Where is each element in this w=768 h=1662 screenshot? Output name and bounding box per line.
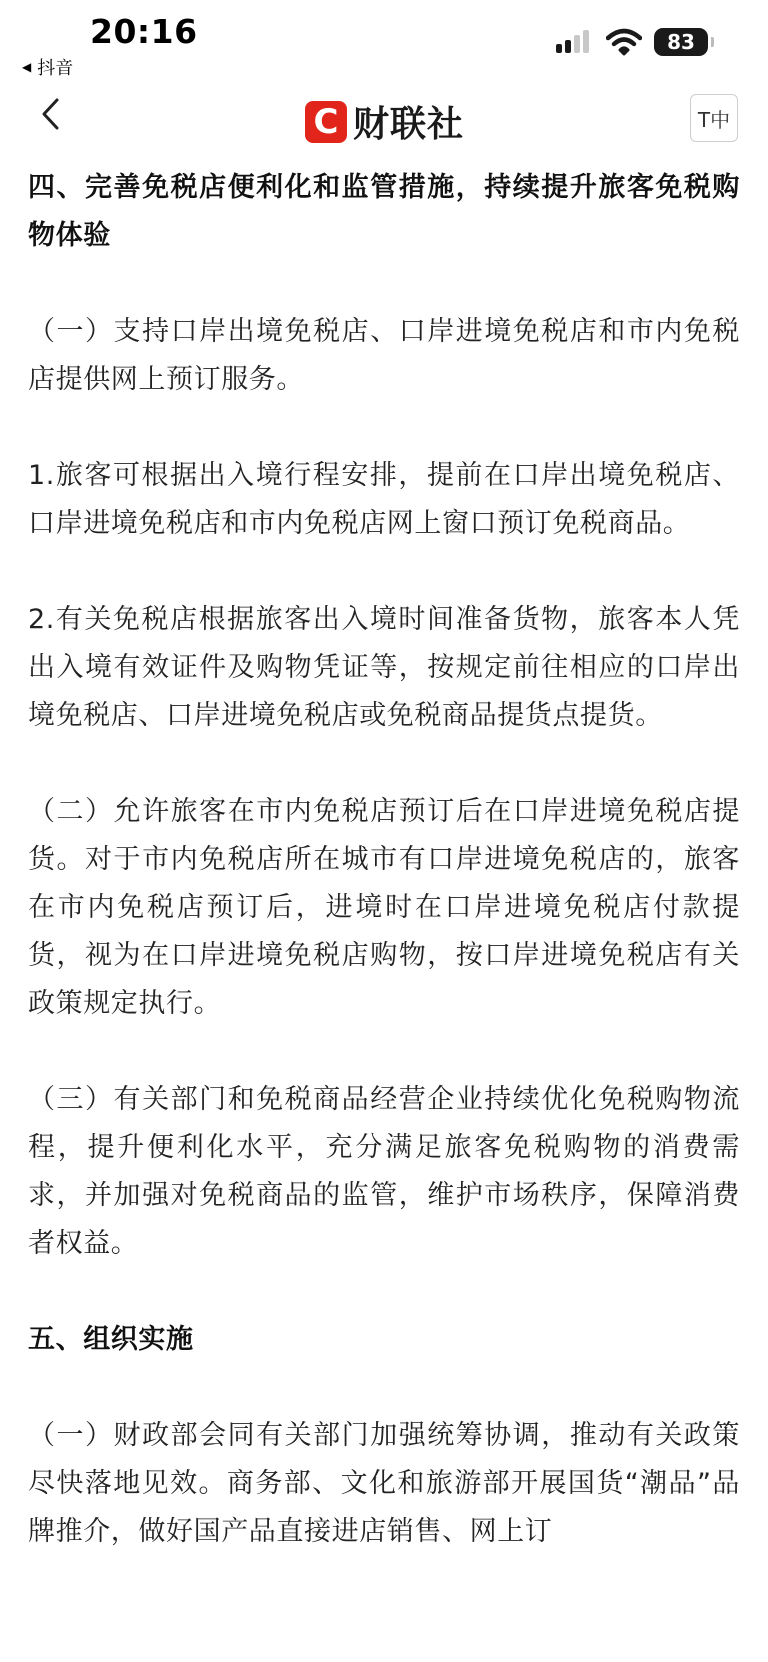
logo-text: 财联社	[353, 104, 465, 145]
back-app-label: 抖音	[37, 58, 74, 79]
article-heading: 四、完善免税店便利化和监管措施，持续提升旅客免税购物体验	[28, 172, 740, 251]
article-body	[28, 164, 740, 1604]
article-paragraph: （二）允许旅客在市内免税店预订后在口岸进境免税店提货。对于市内免税店所在城市有口岸进境免税店的，旅客在市内免税店预订后，进境时在口岸进境免税店付款提货，视为在口岸进境免税店购物，按口岸进境免税店有关政策规定执行。	[28, 796, 740, 1019]
battery-level: 83	[667, 30, 695, 54]
article-paragraph: （一）财政部会同有关部门加强统筹协调，推动有关政策尽快落地见效。商务部、文化和旅游部开展国货“潮品”品牌推介，做好国产品直接进店销售、网上订	[28, 1420, 740, 1547]
back-triangle-icon: ◀	[22, 60, 32, 74]
status-icons	[554, 28, 708, 56]
font-size-toggle-button[interactable]: T中	[690, 94, 738, 142]
logo-mark: C	[305, 101, 347, 143]
article-paragraph: （一）支持口岸出境免税店、口岸进境免税店和市内免税店提供网上预订服务。	[28, 316, 740, 395]
wifi-icon	[606, 28, 642, 56]
article-paragraph: 2.有关免税店根据旅客出入境时间准备货物，旅客本人凭出入境有效证件及购物凭证等，按规定前往相应的口岸出境免税店、口岸进境免税店或免税商品提货点提货。	[28, 604, 740, 731]
status-bar	[0, 0, 768, 84]
cellular-signal-icon	[554, 29, 594, 55]
nav-bar	[0, 84, 768, 154]
article-heading: 五、组织实施	[28, 1324, 194, 1355]
back-button[interactable]	[30, 94, 70, 134]
chevron-left-icon	[39, 97, 61, 131]
status-time: 20:16	[90, 12, 198, 51]
article-paragraph: 1.旅客可根据出入境行程安排，提前在口岸出境免税店、口岸进境免税店和市内免税店网上窗口预订免税商品。	[28, 460, 740, 539]
battery-indicator	[654, 28, 708, 56]
article-paragraph: （三）有关部门和免税商品经营企业持续优化免税购物流程，提升便利化水平，充分满足旅客免税购物的消费需求，并加强对免税商品的监管，维护市场秩序，保障消费者权益。	[28, 1084, 740, 1259]
back-to-app-link[interactable]	[22, 54, 73, 80]
cls-logo	[305, 96, 464, 147]
